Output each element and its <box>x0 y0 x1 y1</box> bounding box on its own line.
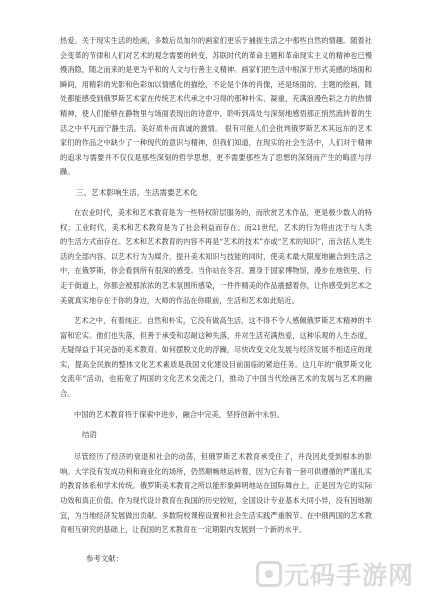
body-paragraph: 艺术之中，有着纯正、自然和朴实，它没有做高生活，这不得不令人感佩俄罗斯艺术精神的丰富和宏实。他们也失落，但善于承受和忍耐这种失落，并对生活充满热爱，这种乐观的人生态度，无疑得益于其完备的美术教育。如何摆脱文化的浮躁，尽快改变文化发展与经济发展不相适应的现实，提高全民族的整体文化艺术素质是我国文化建设目前面临的紧迫任务。这几年的“俄罗斯文化交流年”活动，也拓宽了两国的文化艺术交流之门，推动了中国当代绘画艺术的发展与艺术的融合。 <box>60 316 372 399</box>
body-paragraph: 中国的艺术教育将于探索中进步，融合中完美，坚持创新中永恒。 <box>74 409 284 419</box>
body-paragraph: 在农业时代，美术和艺术教育是为一些特权阶层服务的，而欣赏艺术作品，更是极少数人的特权；工业时代，美术和艺术教育是为了社会利益而存在；而21世纪，艺术的行为将由沈于与人类的生活方式而存在。艺术和艺术教育的内容不再是“艺术的技术”亦或“艺术的知识”，而含括人类生活的全部内容。以艺术行为为媒介，提升美术知识与技能的同时，使美术最大限度地融合到生活之中，在俄罗斯，你会看到所有很深的感受。当你站在冬宫、置身于国家博物馆，漫步在地铁里、行走于街道上，你都会被那浓浓的艺术氛围所感染，一件件精美的作品震撼着你，让你感受到艺术之美就真实地存在于你的身边，大师的作品在你眼前，生活和艺术如此贴近。 <box>60 207 372 305</box>
watermark-text: 元码手游网 <box>283 561 414 590</box>
section-title: 三、艺术影响生活，生活需要艺术化 <box>76 187 198 197</box>
body-paragraph: 尽管经历了经济的衰退和社会的动荡，但俄罗斯艺术教育承受住了，并没因此受到根本的影响。大学没有发成功利和商业化的场所，仍然顺畅地运转着，因为它有着一套可供遵循的严谨扎实的教育体系和学术传统。俄罗斯美术教育之所以能形象鲜明地站在国际舞台上，正是因为它的实际功效和真正价值。作为现代设计教育在我国的历史较短，全国设计专业基本大同小异，没有因地制宜，为当地经济发展做出贡献。多数院校课程设置和社会生活实践严重脱节。在中俄两国的艺术教育相互研究的基础上，让我国的艺术教育在一定期限内发展到一个新的水平。 <box>60 452 372 535</box>
watermark-logo-icon <box>256 561 282 587</box>
body-paragraph: 热爱。关于现实生活的绘画，多数后员加尔的画家们更乐于捕捉生活之中那些自然的情趣。随着社会变革的节律和人们对艺术的观念需要的转变，苏联时代的革命主题和革命现实主义的精神也已慢慢消隐，随之而来的是更为平和的人文与行善主义精神。画家们把生活中根深于形式美感的场面和瞬间，用精彩的光影和色彩加以情感化的描绘，不论是个体的肖像，还是场面的、主题的绘画，随处都能感受到俄罗斯艺术家在传统艺术代承之中习得的那种朴实、凝重，充满浪漫色彩之力的热情精神，使人们能够在静物里与场面表现出的诗意中，聆听到高处与深刻地感悟那正悄然流转着的生活之中平凡而宁静生活。美好质朴而真诚的激情。 很有可能人们会批判俄罗斯艺术其远东的艺术家们的作品之中缺少了一种现代的意识与精神，但我们知道，在现实的社会生活中，人们对于精神的追求与需要并不仅仅是那些深刻的哲学思想，更不需要那些为了思想的深刻而产生的晦涩与浮躁。 <box>60 36 372 177</box>
document-body <box>60 34 372 566</box>
conclusion-heading: 结语 <box>82 430 97 440</box>
site-watermark <box>256 556 414 592</box>
references-label: 参考文献： <box>86 553 123 563</box>
